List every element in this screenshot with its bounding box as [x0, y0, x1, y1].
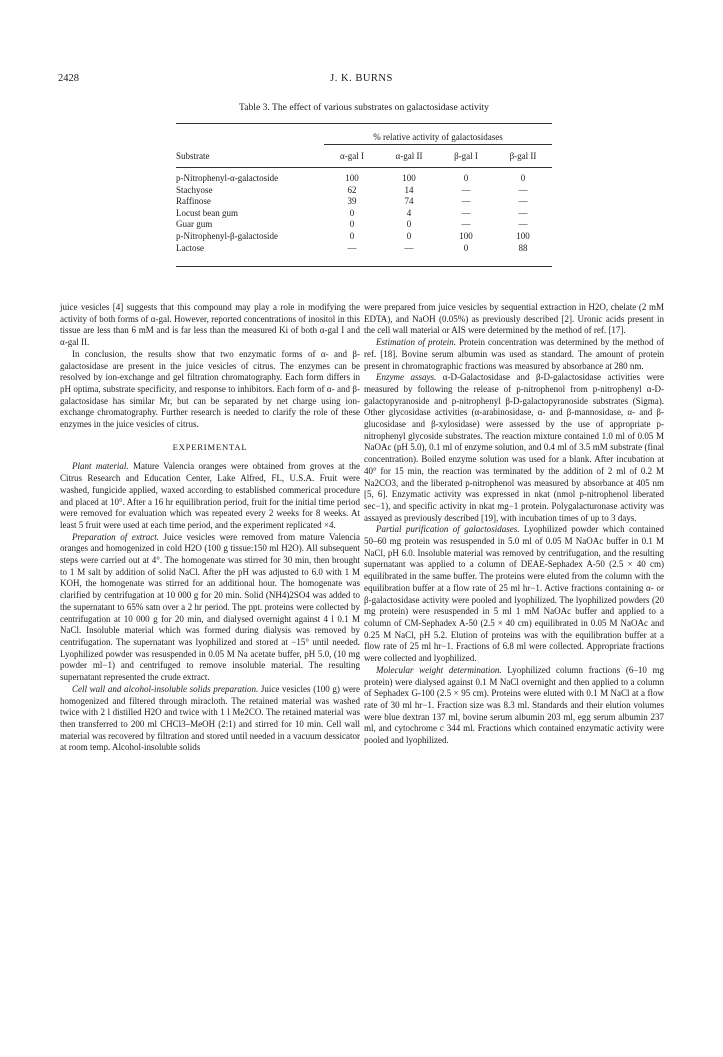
table-cell: 14 [404, 184, 414, 195]
table-cell: — [461, 207, 471, 218]
table-3 [176, 102, 552, 267]
table-cell: — [461, 196, 471, 207]
paragraph-body: Protein concentration was determined by the method of ref. [18]. Bovine serum albumin was used as standard. The amount of protein present in chromatographic fractions was measured by absorbance at 280 nm. [364, 337, 664, 371]
table-row [176, 196, 552, 208]
table-cell: 74 [404, 196, 414, 207]
table-row [176, 185, 552, 197]
table-cell-substrate: Raffinose [176, 196, 211, 207]
table-cell-substrate: p-Nitrophenyl-β-galactoside [176, 230, 279, 241]
table-cell-substrate: Lactose [176, 242, 204, 253]
paragraph-body: Juice vesicles were removed from mature Valencia oranges and homogenized in cold H2O (100 g tissue:150 ml H2O). All subsequent steps were carried out at 4°. The homogenate was stirred for 30 min, then brought to 1 M salt by addition of solid NaCl. After the pH was adjusted to 6.0 with 1 M KOH, the homogenate was stirred for an additional hour. The homogenate was clarified by centrifugation at 10 000 g for 20 min. Solid (NH4)2SO4 was added to the supernatant to 65% satn over a 2 hr period. The ppt. proteins were collected by centrifugation at 10 000 g for 20 min, and dialysed overnight against 4 l 0.1 M NaCl. Insoluble material which was formed during dialysis was removed by centrifugation. The supernatant was lyophilized and stored at −15° until needed. Lyophilized powder was resuspended in 0.05 M Na acetate buffer, pH 5.0, (10 mg powder ml−1) and centrifuged to remove insoluble material. The resulting supernatant represented the crude extract. [60, 531, 361, 683]
table-cell: — [404, 242, 414, 253]
run-in-heading: Enzyme assays. [376, 372, 437, 383]
table-cell: — [518, 184, 528, 195]
table-cell: 62 [347, 184, 357, 195]
paragraph-estimation-of-protein [364, 337, 664, 372]
table-cell: 4 [406, 207, 412, 218]
table-cell: 100 [459, 230, 473, 241]
table-cell: — [461, 219, 471, 230]
table-row [176, 208, 552, 220]
column-header-beta-gal-1: β-gal I [454, 151, 478, 161]
paragraph-enzyme-assays [364, 372, 664, 524]
table-span-header: % relative activity of galactosidases [324, 130, 552, 145]
run-in-heading: Estimation of protein. [376, 337, 456, 348]
table-cell: 0 [349, 207, 355, 218]
table-cell: 100 [516, 230, 530, 241]
table-cell: — [461, 184, 471, 195]
run-in-heading: Plant material. [72, 461, 129, 472]
table-row [176, 231, 552, 243]
paragraph-body: Mature Valencia oranges were obtained from groves at the Citrus Research and Education Center, Lake Alfred, FL, U.S.A. Fruit were washed, fungicide applied, waxed according to established commerical procedure and placed at 10°. After a 16 hr equilibration period, fruit for the initial time period were removed for evaluation which was repeated every 2 weeks for 8 weeks. At least 5 fruit were used at each time period, and the experiment replicated ×4. [60, 461, 361, 530]
column-header-beta-gal-2: β-gal II [509, 151, 537, 161]
table-cell: 0 [406, 219, 412, 230]
paragraph-preparation-of-extract [60, 532, 360, 684]
column-header-alpha-gal-2: α-gal II [395, 151, 423, 161]
substrate-activity-table [176, 123, 552, 267]
table-cell-substrate: p-Nitrophenyl-α-galactoside [176, 173, 279, 183]
table-cell: 39 [347, 196, 357, 207]
table-cell: 0 [463, 173, 469, 183]
paragraph-cell-wall-preparation [60, 684, 360, 754]
table-cell: 88 [518, 242, 528, 253]
running-head [0, 73, 723, 87]
column-header-substrate: Substrate [176, 150, 210, 161]
table-row [176, 173, 552, 185]
table-cell: 0 [406, 230, 412, 241]
run-in-heading: Molecular weight determination. [376, 664, 502, 675]
column-header-alpha-gal-1: α-gal I [340, 151, 364, 161]
paragraph-body: Juice vesicles (100 g) were homogenized and filtered through miracloth. The retained material was washed twice with 2 l distilled H2O and twice with 1 l Me2CO. The retained material was then transferred to 200 ml CHCl3–MeOH (2:1) and stirred for 10 min. Cell wall material was recovered by filtration and stored until needed in a vacuum dessicator at room temp. Alcohol-insoluble solids [60, 683, 361, 753]
paragraph: juice vesicles [4] suggests that this compound may play a role in modifying the activity of both forms of α-gal. However, reported concentrations of inositol in this tissue are less than 6 mM and is far less than the measured Ki of both α-gal I and α-gal II. [60, 302, 360, 348]
table-row [176, 243, 552, 255]
run-in-heading: Cell wall and alcohol-insoluble solids preparation. [72, 683, 259, 694]
table-cell: — [347, 242, 357, 253]
run-in-heading: Partial purification of galactosidases. [376, 524, 520, 535]
paragraph-body: α-D-Galactosidase and β-D-galactosidase activities were measured by following the release of p-nitrophenol from p-nitrophenyl α-D-galactopyranoside and p-nitrophenyl β-D-galactopyranoside substrates (Sigma). Other glycosidase activities (α-arabinosidase, α- and β-mannosidase, α- and β-glucosidase and β-xylosidase) were assessed by the use of appropriate p-nitrophenyl glycoside substrates. The reaction mixture contained 1.0 ml of 0.05 M NaOAc (pH 5.0), 0.1 ml of enzyme solution, and 0.4 ml of 3.5 mM substrate (final concentration). Boiled enzyme solution was used for a blank. After incubation at 40° for 15 min, the reaction was terminated by the addition of 2 ml of 0.2 M Na2CO3, and the liberated p-nitrophenol was measured by absorbance at 405 nm [5, 6]. Enzymatic activity was expressed in nkat (nmol p-nitrophenol liberated sec−1), and specific activity in nkat mg−1 protein. Polygalacturonase activity was assayed as previously described [19], with incubation times of up to 3 days. [364, 372, 664, 523]
paragraph-plant-material [60, 461, 360, 531]
right-text-column [364, 302, 664, 747]
running-head-author: J. K. BURNS [330, 73, 393, 84]
paragraph-body: Lyophilized powder which contained 50–60 mg protein was resuspended in 5.0 ml of 0.05 M NaOAc buffer in 0.1 M NaCl, pH 6.0. Insoluble material was removed by centrifugation, and the resulting supernatant was applied to a column of DEAE-Sephadex A-50 (2.5 × 40 cm) equilibrated in the same buffer. The proteins were eluted from the column with the equilibration buffer at a flow rate of 25 ml hr−1. Active fractions containing α- or β-galactosidase activity were pooled and lyophilized. The lyophilized powders (20 mg protein) were resuspended in 5 ml 1 mM NaOAc buffer and applied to a column of CM-Sephadex A-50 (2.5 × 40 cm) equilibrated in 0.05 M NaOAc and 0.25 M NaCl, pH 5.2. Elution of proteins was with the equilibration buffer at a flow rate of 25 ml hr−1. Fractions of 6.8 ml were collected. Appropriate fractions were collected and lyophilized. [364, 524, 665, 664]
page-number: 2428 [58, 73, 79, 84]
table-cell-substrate: Guar gum [176, 219, 213, 230]
table-cell: — [518, 207, 528, 218]
table-cell-substrate: Locust bean gum [176, 207, 238, 218]
run-in-heading: Preparation of extract. [72, 531, 159, 542]
paragraph-body: Lyophilized column fractions (6–10 mg protein) were dialysed against 0.1 M NaCl overnight and then applied to a column of Sephadex G-100 (2.5 × 95 cm). Proteins were eluted with 0.1 M NaCl at a flow rate of 30 ml hr−1. Fraction size was 8.3 ml. Standards and their elution volumes were blue dextran 137 ml, bovine serum albumin 203 ml, egg serum albumin 237 ml, and cytochrome c 344 ml. Fractions which contained enzymatic activity were pooled and lyophilized. [364, 664, 665, 746]
table-cell: 0 [520, 173, 526, 183]
table-cell: 100 [345, 173, 359, 183]
table-cell: 100 [402, 173, 416, 183]
paragraph-partial-purification [364, 524, 664, 664]
table-caption: Table 3. The effect of various substrates on galactosidase activity [239, 102, 489, 113]
paragraph-molecular-weight [364, 665, 664, 747]
table-cell: — [518, 219, 528, 230]
table-cell: 0 [349, 230, 355, 241]
paragraph: were prepared from juice vesicles by sequential extraction in H2O, chelate (2 mM EDTA), and NaOH (0.05%) as previously described [2]. Uronic acids present in the cell wall material or AIS were determined by the method of ref. [17]. [364, 302, 664, 336]
table-cell: 0 [349, 219, 355, 230]
table-cell-substrate: Stachyose [176, 184, 213, 195]
left-text-column [60, 302, 360, 754]
table-row [176, 219, 552, 231]
table-cell: 0 [463, 242, 469, 253]
paragraph: In conclusion, the results show that two enzymatic forms of α- and β-galactosidase are present in the juice vesicles of citrus. The enzymes can be resolved by ion-exchange and gel filtration chromatography. Each form differs in pH optima, substrate specificity, and response to inhibitors. Each form of α- and β-galactosidase has similar Mr, but can be separated by net charge using ion-exchange chromatography. Further research is needed to clarify the role of these enzymes in the juice vesicles of citrus. [60, 348, 360, 430]
table-cell: — [518, 196, 528, 207]
section-heading-experimental: EXPERIMENTAL [172, 441, 248, 452]
